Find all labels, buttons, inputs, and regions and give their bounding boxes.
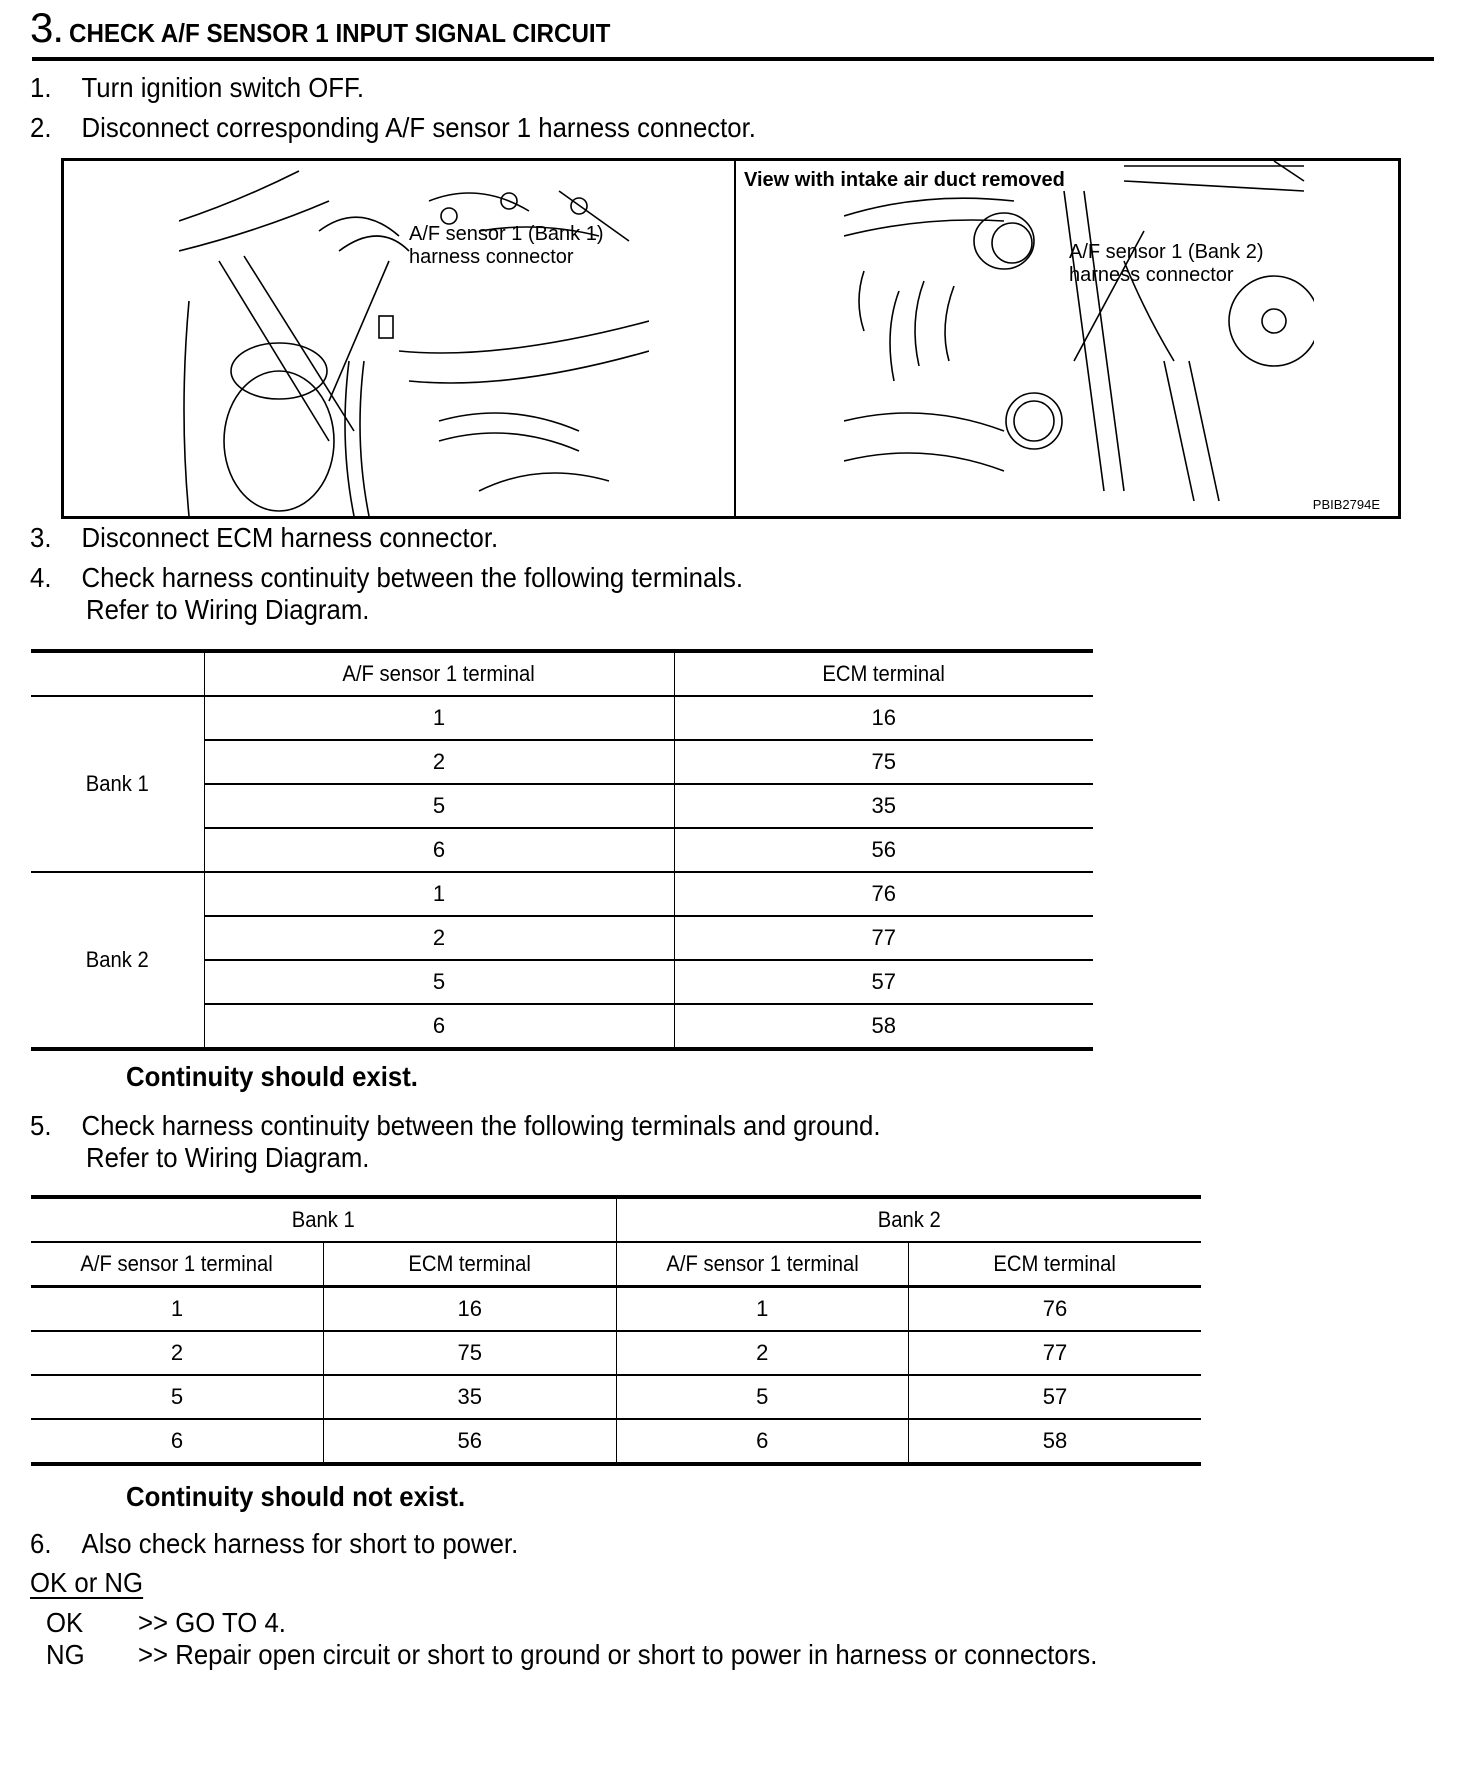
engine-figure (61, 158, 1401, 519)
table-row: 5 57 (31, 960, 1093, 1004)
result-ng: NG >> Repair open circuit or short to ground or short to power in harness or connectors. (46, 1639, 1098, 1670)
step-title (30, 4, 651, 52)
table-row: 2 75 (31, 740, 1093, 784)
table-row: 5 35 (31, 784, 1093, 828)
figure-code: PBIB2794E (1312, 497, 1380, 512)
table-row: Bank 2 1 76 (31, 872, 1093, 916)
bank1-connector-label: A/F sensor 1 (Bank 1) harness connector (409, 223, 604, 268)
bank-header-row: Bank 1 Bank 2 (31, 1197, 1201, 1242)
bank-label: Bank 2 (85, 947, 149, 972)
continuity-table (31, 649, 1093, 1051)
table-row: 6 58 (31, 1004, 1093, 1049)
figure-divider (734, 161, 736, 516)
figure-caption: View with intake air duct removed (744, 169, 1065, 191)
title-rule (32, 57, 1434, 61)
step-6: 6. Also check harness for short to power. (30, 1528, 519, 1559)
table-row: 6 56 6 58 (31, 1419, 1201, 1464)
table-row: 2 75 2 77 (31, 1331, 1201, 1375)
engine-bay-bank1-illustration (179, 161, 649, 516)
table-row: 6 56 (31, 828, 1093, 872)
table-row: 1 16 1 76 (31, 1287, 1201, 1332)
goto-link[interactable]: >> GO TO 4. (138, 1607, 286, 1638)
step-5: 5. Check harness continuity between the following terminals and ground. (30, 1110, 881, 1141)
step-heading: CHECK A/F SENSOR 1 INPUT SIGNAL CIRCUIT (69, 18, 611, 48)
step-4-reference: Refer to Wiring Diagram. (86, 594, 370, 625)
step-1: 1. Turn ignition switch OFF. (30, 72, 365, 103)
step-4: 4. Check harness continuity between the following terminals. (30, 562, 744, 593)
continuity-exist-note: Continuity should exist. (126, 1061, 418, 1092)
result-heading: OK or NG (30, 1567, 144, 1598)
table-row: Bank 1 1 16 (31, 696, 1093, 740)
bank-label: Bank 1 (31, 696, 204, 872)
table-header-row: A/F sensor 1 terminal ECM terminal (31, 651, 1093, 696)
table-header-row: A/F sensor 1 terminal ECM terminal A/F sensor 1 terminal ECM terminal (31, 1242, 1201, 1287)
step-2: 2. Disconnect corresponding A/F sensor 1 harness connector. (30, 112, 756, 143)
ground-continuity-table (31, 1195, 1201, 1466)
step-number: 3. (30, 4, 64, 51)
continuity-not-exist-note: Continuity should not exist. (126, 1481, 466, 1512)
engine-bay-bank2-illustration (844, 161, 1314, 516)
step-3: 3. Disconnect ECM harness connector. (30, 522, 499, 553)
result-ok: OK >> GO TO 4. (46, 1607, 286, 1638)
table-row: 2 77 (31, 916, 1093, 960)
table-row: 5 35 5 57 (31, 1375, 1201, 1419)
bank2-connector-label: A/F sensor 1 (Bank 2) harness connector (1069, 241, 1264, 286)
step-5-reference: Refer to Wiring Diagram. (86, 1142, 370, 1173)
